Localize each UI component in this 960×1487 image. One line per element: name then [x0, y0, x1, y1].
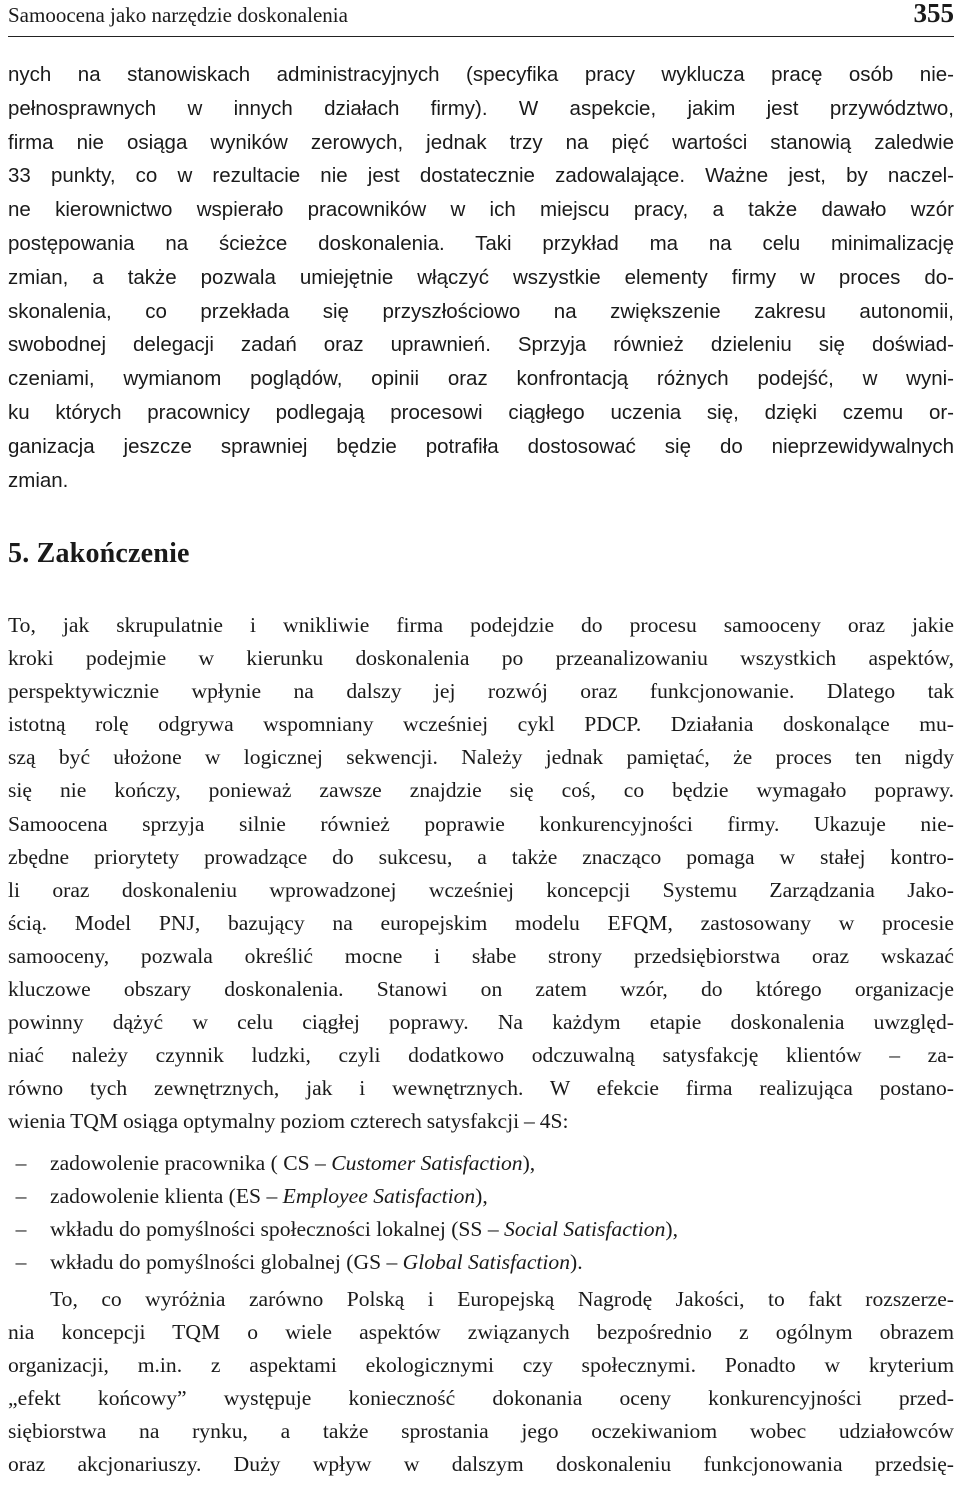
- text-line: nia koncepcji TQM o wiele aspektów związanych bezpośrednio z ogólnym obrazem: [8, 1320, 954, 1345]
- list-item-term: Customer Satisfaction: [331, 1151, 523, 1175]
- text-line: postępowania na ścieżce doskonalenia. Taki przykład ma na celu minimalizację: [8, 231, 954, 255]
- text-line: siębiorstwa na rynku, a także sprostania jego oczekiwaniom wobec udziałowców: [8, 1419, 954, 1444]
- running-header: [8, 0, 954, 37]
- list-dash: –: [15, 1151, 27, 1175]
- text-line: 33 punkty, co w rezultacie nie jest dostatecznie zadowalające. Ważne jest, by naczel-: [8, 164, 954, 188]
- text-line: To, co wyróżnia zarówno Polską i Europejską Nagrodę Jakości, to fakt rozszerze-: [50, 1287, 954, 1311]
- text-line: ne kierownictwo wspierało pracowników w ich miejscu pracy, a także dawało wzór: [8, 198, 954, 222]
- list-item-term: Social Satisfaction: [504, 1217, 666, 1242]
- page-number: 355: [913, 0, 954, 28]
- text-line: ganizacja jeszcze sprawniej będzie potrafiła dostosować się do nieprzewidywalnych: [8, 434, 954, 458]
- list-item-text: wkładu do pomyślności społeczności lokalnej (SS –: [50, 1217, 505, 1242]
- text-line: szą być ułożone w logicznej sekwencji. Należy jednak pamiętać, że proces ten nigdy: [8, 745, 954, 770]
- text-line: kluczowe obszary doskonalenia. Stanowi on zatem wzór, do którego organizacje: [8, 977, 954, 1002]
- list-item: [8, 1246, 954, 1279]
- list-item-suffix: ),: [665, 1217, 678, 1242]
- text-line: „efekt końcowy” występuje konieczność dokonania oceny konkurencyjności przed-: [8, 1386, 954, 1411]
- satisfaction-list: [8, 1147, 954, 1279]
- text-line: równo tych zewnętrznych, jak i wewnętrznych. W efekcie firma realizująca postano-: [8, 1076, 954, 1101]
- text-line: nych na stanowiskach administracyjnych (specyfika pracy wyklucza pracę osób nie-: [8, 63, 954, 86]
- text-line: skonalenia, co przekłada się przyszłościowo na zwiększenie zakresu autonomii,: [8, 299, 954, 323]
- text-line: ku których pracownicy podlegają procesowi ciągłego uczenia się, dzięki czemu or-: [8, 400, 954, 424]
- text-line: wienia TQM osiąga optymalny poziom czterech satysfakcji – 4S:: [8, 1109, 569, 1134]
- text-line: To, jak skrupulatnie i wnikliwie firma podejdzie do procesu samooceny oraz jakie: [8, 613, 954, 637]
- text-line: czeniami, wymianom poglądów, opinii oraz konfrontacją różnych podejść, w wyni-: [8, 367, 954, 391]
- text-line: istotną rolę odgrywa wspomniany wcześniej cykl PDCP. Działania doskonalące mu-: [8, 712, 954, 737]
- text-line: perspektywicznie wpłynie na dalszy jej rozwój oraz funkcjonowanie. Dlatego tak: [8, 679, 954, 704]
- text-line: swobodnej delegacji zadań oraz uprawnień. Sprzyja również dzieleniu się doświad-: [8, 333, 954, 357]
- list-item-text: zadowolenie klienta (ES –: [50, 1184, 283, 1209]
- paragraph-conclusion: [8, 609, 954, 1139]
- paragraph-continuation: [8, 58, 954, 497]
- list-dash: –: [15, 1217, 27, 1242]
- text-line: zmian.: [8, 468, 69, 492]
- list-dash: –: [15, 1184, 27, 1209]
- text-line: li oraz doskonaleniu wprowadzonej wcześniej koncepcji Systemu Zarządzania Jako-: [8, 877, 954, 902]
- list-item-suffix: ),: [522, 1151, 536, 1175]
- text-line: się nie kończy, ponieważ zawsze znajdzie się coś, co będzie wymagało poprawy.: [8, 778, 954, 803]
- list-dash: –: [15, 1250, 27, 1275]
- list-item-term: Global Satisfaction: [402, 1250, 571, 1275]
- text-line: firma nie osiąga wyników zerowych, jednak trzy na pięć wartości stanowią zaledwie: [8, 130, 954, 154]
- text-line: kroki podejmie w kierunku doskonalenia po przeanalizowaniu wszystkich aspektów,: [8, 646, 954, 671]
- running-title: Samoocena jako narzędzie doskonalenia: [8, 3, 348, 27]
- list-item-suffix: ).: [570, 1250, 583, 1275]
- list-item: [8, 1180, 954, 1213]
- text-line: zbędne priorytety prowadzące do sukcesu, a także znacząco pomaga w stałej kontro-: [8, 844, 954, 869]
- list-item-term: Employee Satisfaction: [282, 1184, 476, 1209]
- list-item-text: wkładu do pomyślności globalnej (GS –: [50, 1250, 403, 1275]
- text-line: ścią. Model PNJ, bazujący na europejskim modelu EFQM, zastosowany w procesie: [8, 910, 954, 935]
- text-line: niać należy czynnik ludzki, czyli dodatkowo odczuwalną satysfakcję klientów – za-: [8, 1043, 954, 1068]
- text-line: zmian, a także pozwala umiejętnie włączyć wszystkie elementy firmy w proces do-: [8, 265, 954, 289]
- text-line: pełnosprawnych w innych działach firmy). W aspekcie, jakim jest przywództwo,: [8, 96, 954, 120]
- text-line: organizacji, m.in. z aspektami ekologicznymi czy społecznymi. Ponadto w kryterium: [8, 1353, 954, 1378]
- text-line: Samoocena sprzyja silnie również poprawie konkurencyjności firmy. Ukazuje nie-: [8, 811, 954, 836]
- list-item: [8, 1147, 954, 1180]
- list-item-suffix: ),: [475, 1184, 488, 1209]
- text-line: samooceny, pozwala określić mocne i słabe strony przedsiębiorstwa oraz wskazać: [8, 943, 954, 968]
- text-line: oraz akcjonariuszy. Duży wpływ w dalszym doskonaleniu funkcjonowania przedsię-: [8, 1452, 954, 1477]
- list-item: [8, 1213, 954, 1246]
- paragraph-final: [8, 1283, 954, 1482]
- list-item-text: zadowolenie pracownika ( CS –: [50, 1151, 332, 1175]
- section-heading: 5. Zakończenie: [8, 538, 190, 569]
- text-line: powinny dążyć w celu ciągłej poprawy. Na każdym etapie doskonalenia uwzględ-: [8, 1010, 954, 1035]
